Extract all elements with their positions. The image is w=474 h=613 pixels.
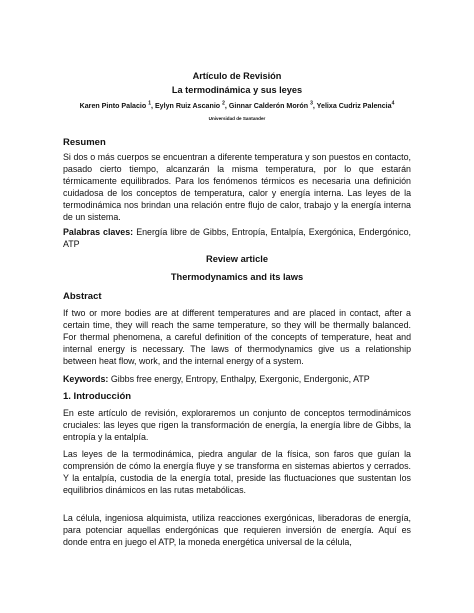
spanish-title: La termodinámica y sus leyes xyxy=(171,85,303,95)
author-name: Ginnar Calderón Morón xyxy=(228,102,309,110)
author-name: Karen Pinto Palacio xyxy=(79,102,147,110)
intro-paragraph: En este artículo de revisión, exploraremos un conjunto de conceptos termodinámicos cruciales: las leyes que rigen la transformación de energía, la energía libre de Gibbs, la entropía y la entalpía. xyxy=(63,408,411,442)
author-index: 3 xyxy=(310,100,313,107)
english-article-type: Review article xyxy=(205,254,268,264)
abstract-heading: Abstract xyxy=(63,291,102,302)
affiliation: Universidad de Santander xyxy=(208,116,266,121)
author-index: 1 xyxy=(148,100,151,107)
keywords-text: Gibbs free energy, Entropy, Enthalpy, Exergonic, Endergonic, ATP xyxy=(110,374,370,384)
author-name: Yelixa Cudriz Palencia xyxy=(316,102,392,110)
keywords-label: Keywords: xyxy=(63,374,109,384)
author-list: Karen Pinto Palacio $^1$, Eylyn Ruiz Ascanio $^2$, Ginnar Calderón Morón $^3$, Yelixa Cudriz Palencia$^4$ xyxy=(79,100,395,110)
resumen-text: Si dos o más cuerpos se encuentran a diferente temperatura y son puestos en contacto, pasado cierto tiempo, alcanzarán la misma temperatura, por lo que estarán térmicamente equilibrados. Para los fenómenos térmicos es necesaria una definición cuidadosa de los conceptos de temperatura, calor y energía interna. Las leyes de la termodinámica nos brindan una relación entre flujo de calor, trabajo y la energía interna de un sistema. xyxy=(63,152,411,222)
english-keywords xyxy=(63,373,411,385)
english-title: Thermodynamics and its laws xyxy=(170,272,304,282)
keywords-label: Palabras claves: xyxy=(63,227,134,237)
author-index: 2 xyxy=(222,100,225,107)
resumen-heading: Resumen xyxy=(63,137,106,148)
intro-paragraph: Las leyes de la termodinámica, piedra angular de la física, son faros que guían la comprensión de cómo la energía fluye y se transforma en sistemas abiertos y cerrados. Y la entalpía, custodia de la energía total, preside las fluctuaciones que sustentan los equilibrios dinámicos en las rutas metabólicas. xyxy=(63,449,411,495)
keywords-text: Energía libre de Gibbs, Entropía, Entalpía, Exergónica, Endergónico, ATP xyxy=(63,227,412,249)
author-name: Eylyn Ruiz Ascanio xyxy=(154,102,221,110)
introduccion-heading: 1. Introducción xyxy=(63,391,132,402)
intro-paragraph: La célula, ingeniosa alquimista, utiliza reacciones exergónicas, liberadoras de energía, para potenciar aquellas endergónicas que requieren inversión de energía. Aquí es donde entra en juego el ATP, la moneda energética universal de la célula, xyxy=(63,513,411,547)
author-index: 4 xyxy=(391,100,395,107)
resumen-keywords xyxy=(63,226,411,250)
abstract-text: If two or more bodies are at different temperatures and are placed in contact, after a certain time, they will reach the same temperature, so they will be thermally balanced. For thermal phenomena, a careful definition of the concepts of temperature, heat and internal energy is necessary. The laws of thermodynamics give us a relationship between heat flow, work, and the internal energy of a system. xyxy=(63,308,411,366)
article-type-heading: Artículo de Revisión xyxy=(192,71,282,81)
